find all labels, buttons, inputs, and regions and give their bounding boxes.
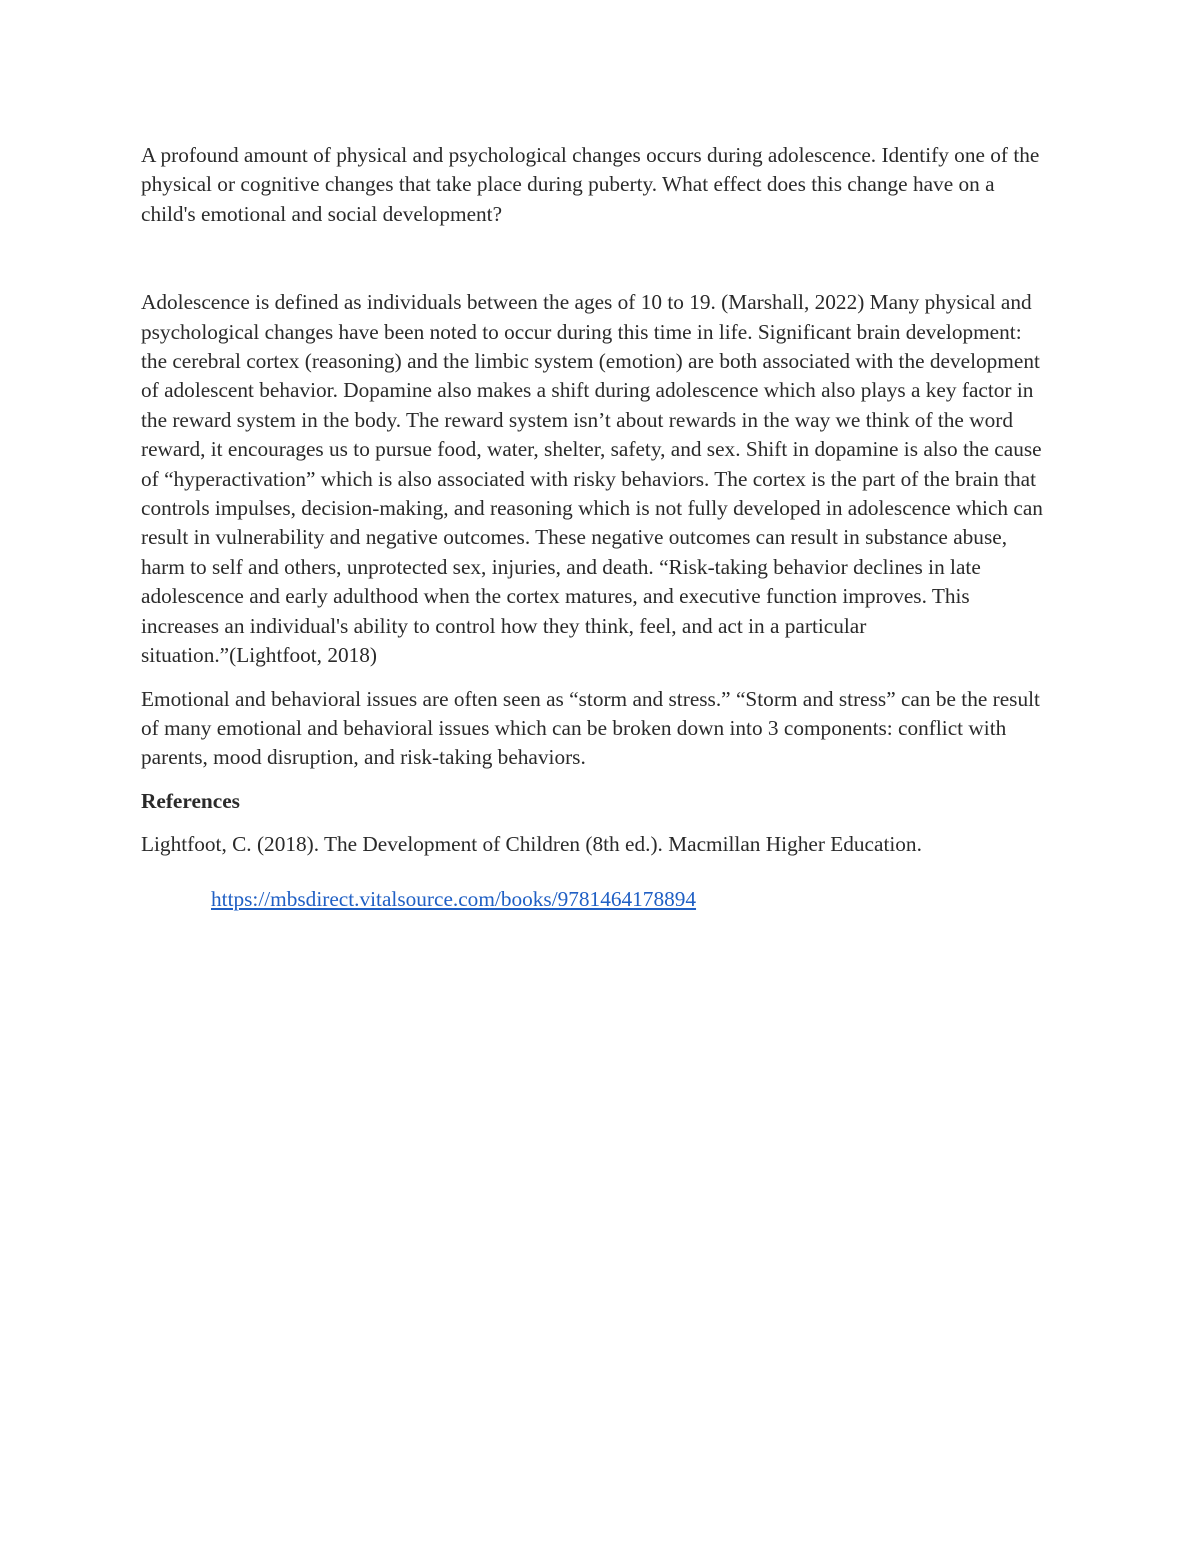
document-body bbox=[141, 141, 1046, 914]
references-heading: References bbox=[141, 788, 240, 813]
reference-link[interactable]: https://mbsdirect.vitalsource.com/books/9781464178894 bbox=[211, 886, 697, 911]
question-paragraph: A profound amount of physical and psychological changes occurs during adolescence. Identify one of the physical or cognitive changes that take place during puberty. What effect does this change have on a child's emotional and social development? bbox=[141, 143, 1040, 226]
body-paragraph-1: Adolescence is defined as individuals between the ages of 10 to 19. (Marshall, 2022) Many physical and psychological changes have been noted to occur during this time in life. Significant brain development: the cerebral cortex (reasoning) and the limbic system (emotion) are both associated with the development of adolescent behavior. Dopamine also makes a shift during adolescence which also plays a key factor in the reward system in the body. The reward system isn’t about rewards in the way we think of the word reward, it encourages us to pursue food, water, shelter, safety, and sex. Shift in dopamine is also the cause of “hyperactivation” which is also associated with risky behaviors. The cortex is the part of the brain that controls impulses, decision-making, and reasoning which is not fully developed in adolescence which can result in vulnerability and negative outcomes. These negative outcomes can result in substance abuse, harm to self and others, unprotected sex, injuries, and death. “Risk-taking behavior declines in late adolescence and early adulthood when the cortex matures, and executive function improves. This increases an individual's ability to control how they think, feel, and act in a particular situation.”(Lightfoot, 2018) bbox=[141, 290, 1043, 668]
reference-link-line bbox=[141, 885, 1046, 914]
body-paragraph-2: Emotional and behavioral issues are often seen as “storm and stress.” “Storm and stress” can be the result of many emotional and behavioral issues which can be broken down into 3 components: conflict with parents, mood disruption, and risk-taking behaviors. bbox=[141, 686, 1040, 770]
reference-entry: Lightfoot, C. (2018). The Development of Children (8th ed.). Macmillan Higher Education. bbox=[141, 832, 922, 857]
